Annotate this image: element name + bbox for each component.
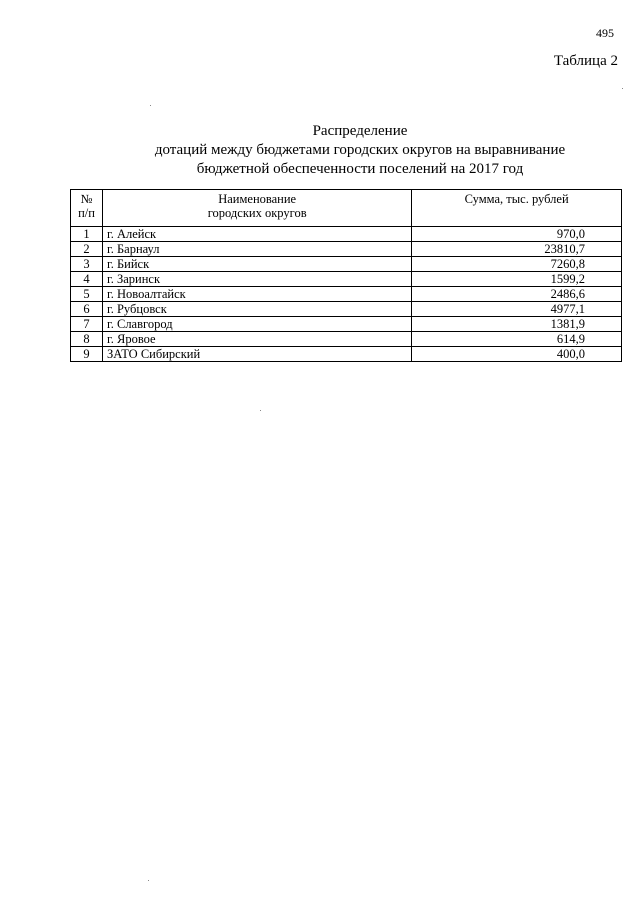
row-num: 7	[71, 317, 103, 332]
table-row	[71, 287, 622, 302]
header-name-line-2: городских округов	[207, 206, 307, 220]
row-name: г. Новоалтайск	[103, 287, 412, 302]
header-num	[71, 190, 103, 227]
table-header-row	[71, 190, 622, 227]
row-sum: 7260,8	[412, 257, 622, 272]
row-name: г. Бийск	[103, 257, 412, 272]
row-sum: 2486,6	[412, 287, 622, 302]
row-num: 6	[71, 302, 103, 317]
table-row	[71, 302, 622, 317]
table-row	[71, 317, 622, 332]
title-line-2: дотаций между бюджетами городских округов на выравнивание	[154, 142, 566, 158]
scan-speck	[260, 410, 261, 411]
row-num: 3	[71, 257, 103, 272]
row-name: г. Барнаул	[103, 242, 412, 257]
scan-speck	[150, 105, 151, 106]
header-sum: Сумма, тыс. рублей	[412, 190, 622, 227]
row-sum: 1381,9	[412, 317, 622, 332]
row-sum: 400,0	[412, 347, 622, 362]
title-line-1: Распределение	[312, 123, 408, 139]
row-num: 1	[71, 227, 103, 242]
header-name-line-1: Наименование	[218, 192, 297, 206]
row-num: 5	[71, 287, 103, 302]
row-name: г. Алейск	[103, 227, 412, 242]
row-num: 9	[71, 347, 103, 362]
row-name: г. Яровое	[103, 332, 412, 347]
scan-speck	[622, 88, 623, 89]
table-row	[71, 332, 622, 347]
table-row	[71, 257, 622, 272]
document-title	[80, 122, 640, 179]
row-sum: 970,0	[412, 227, 622, 242]
row-name: г. Рубцовск	[103, 302, 412, 317]
title-line-3: бюджетной обеспеченности поселений на 2017 год	[196, 161, 524, 177]
row-sum: 1599,2	[412, 272, 622, 287]
row-num: 4	[71, 272, 103, 287]
table-row	[71, 272, 622, 287]
header-num-line-1: №	[80, 192, 93, 206]
row-name: г. Заринск	[103, 272, 412, 287]
row-name: г. Славгород	[103, 317, 412, 332]
header-name	[103, 190, 412, 227]
row-sum: 614,9	[412, 332, 622, 347]
row-num: 8	[71, 332, 103, 347]
page-number: 495	[596, 26, 614, 40]
row-name: ЗАТО Сибирский	[103, 347, 412, 362]
scan-speck	[148, 880, 149, 881]
distribution-table	[70, 189, 622, 362]
row-sum: 23810,7	[412, 242, 622, 257]
table-row	[71, 347, 622, 362]
table-label: Таблица 2	[553, 53, 618, 69]
row-sum: 4977,1	[412, 302, 622, 317]
table-row	[71, 227, 622, 242]
row-num: 2	[71, 242, 103, 257]
table-row	[71, 242, 622, 257]
header-num-line-2: п/п	[78, 206, 95, 220]
